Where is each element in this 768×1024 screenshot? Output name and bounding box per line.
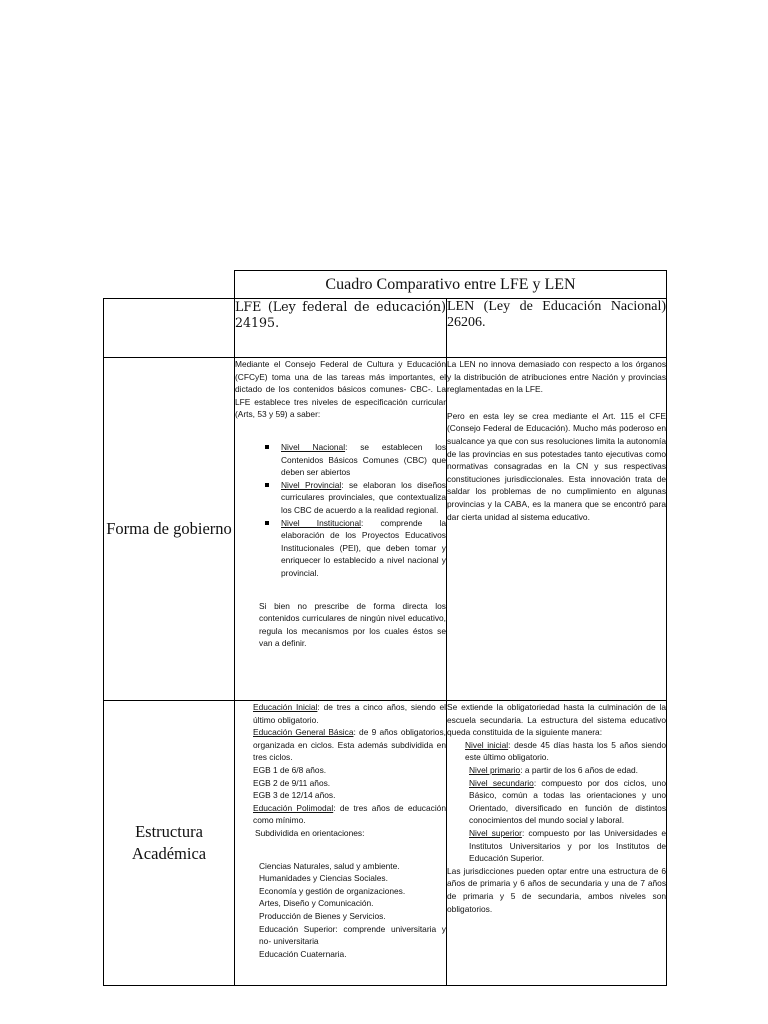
- term: Nivel superior: [469, 827, 522, 838]
- cell-len-estructura: [447, 701, 667, 986]
- comparison-table: [103, 270, 667, 986]
- list-item: [281, 517, 446, 580]
- level-term: Nivel Provincial: [281, 479, 342, 490]
- lfe-inicial: [235, 701, 446, 726]
- lfe-orient-4: Artes, Diseño y Comunicación.: [259, 898, 374, 909]
- len-secundario: [447, 777, 666, 827]
- text: : de tres a cinco años, siendo el último obligatorio.: [253, 702, 446, 725]
- empty-corner: [104, 271, 235, 299]
- lfe-levels-list: [235, 441, 446, 580]
- row-label-forma-gobierno: Forma de gobierno: [104, 358, 235, 701]
- header-len: LEN (Ley de Educación Nacional) 26206.: [447, 299, 667, 358]
- text: : compuesto por dos ciclos, uno Básico, común a todas las orientaciones y uno Orientado, diversificado en función de distintos conocimientos del mundo social y laboral.: [469, 777, 667, 826]
- lfe-orient-1: Ciencias Naturales, salud y ambiente.: [259, 860, 400, 871]
- lfe-orient-3: Economía y gestión de organizaciones.: [259, 885, 406, 896]
- cell-len-forma-gobierno: [447, 358, 667, 701]
- spacer: [235, 840, 446, 860]
- len-paragraph-2: Pero en esta ley se crea mediante el Art. 115 el CFE (Consejo Federal de Educación). Mucho más poderoso en sualcance ya que con sus resoluciones limita la autonomía de las provincias en sus potestades tanto ejecutivas como normativas consagradas en la CN y sus respectivas constituciones jurisdiccionales. Esta innovación trata de saldar los problemas de no cumplimiento en algunas provincias y la CABA, es la manera que se encontró para dar cierta unidad al sistema educativo.: [447, 410, 667, 522]
- term: Nivel inicial: [465, 739, 509, 750]
- lfe-egb: [235, 726, 446, 764]
- term: Educación Polimodal: [253, 802, 334, 813]
- table-title: Cuadro Comparativo entre LFE y LEN: [235, 271, 667, 299]
- lfe-polimodal: [235, 802, 446, 827]
- level-term: Nivel Institucional: [281, 517, 361, 528]
- text: : desde 45 días hasta los 5 años siendo este último obligatorio.: [465, 739, 667, 763]
- level-text: : se establecen los Contenidos Básicos Comunes (CBC) que deben ser abiertos: [281, 441, 447, 478]
- empty-header-cell: [104, 299, 235, 358]
- cell-lfe-forma-gobierno: [235, 358, 447, 701]
- lfe-outro: Si bien no prescribe de forma directa los contenidos curriculares de ningún nivel educativo, regula los mecanismos por los cuales éstos se van a definir.: [259, 600, 446, 649]
- term: Nivel primario: [469, 764, 521, 775]
- text: : a partir de los 6 años de edad.: [520, 764, 638, 775]
- list-item: [281, 479, 446, 517]
- len-superior: [447, 827, 666, 865]
- len-primario: [447, 764, 666, 777]
- lfe-orient-5: Producción de Bienes y Servicios.: [259, 910, 386, 921]
- header-lfe: LFE (Ley federal de educación) 24195.: [235, 299, 447, 358]
- text: : de 9 años obligatorios, organizada en ciclos. Esta además subdividida en tres ciclos.: [253, 727, 446, 763]
- level-text: : comprende la elaboración de los Proyectos Educativos Institucionales (PEI), que deben tomar y enriquecer lo establecido a nivel nacional y provincial.: [281, 517, 446, 578]
- lfe-egb3: EGB 3 de 12/14 años.: [253, 790, 336, 801]
- term: Nivel secundario: [469, 777, 534, 788]
- level-term: Nivel Nacional: [281, 441, 346, 452]
- lfe-intro: Mediante el Consejo Federal de Cultura y Educación (CFCyE) toma una de las tareas más importantes, el dictado de los contenidos básicos comunes- CBC-. La LFE establece tres niveles de especificación curricular (Arts, 53 y 59) a saber:: [235, 359, 446, 420]
- lfe-cuaternaria: Educación Cuaternaria.: [259, 948, 347, 959]
- lfe-subdividida: Subdividida en orientaciones:: [255, 827, 365, 838]
- len-outro: Las jurisdicciones pueden optar entre una estructura de 6 años de primaria y 6 años de secundaria y una de 7 años de primaria y 5 de secundaria, ambos niveles son obligatorios.: [447, 865, 667, 914]
- lfe-egb1: EGB 1 de 6/8 años.: [253, 764, 327, 775]
- len-intro: Se extiende la obligatoriedad hasta la culminación de la escuela secundaria. La estructura del sistema educativo queda constituida de la siguiente manera:: [447, 702, 667, 738]
- len-paragraph-1: La LEN no innova demasiado con respecto a los órganos y la distribución de atribuciones entre Nación y provincias reglamentadas en la LFE.: [447, 359, 667, 395]
- level-text: : se elaboran los diseños curriculares provinciales, que contextualiza los CBC de acuerdo a la realidad regional.: [281, 479, 446, 515]
- len-inicial: [447, 739, 666, 764]
- lfe-egb2: EGB 2 de 9/11 años.: [253, 777, 331, 788]
- list-item: [281, 441, 446, 479]
- row-label-estructura-academica: Estructura Académica: [104, 701, 235, 986]
- term: Educación General Básica: [253, 727, 354, 738]
- cell-lfe-estructura: [235, 701, 447, 986]
- text: : de tres años de educación como mínimo.: [253, 802, 446, 826]
- lfe-superior: Educación Superior: comprende universitaria y no- universitaria: [259, 923, 446, 947]
- text: : compuesto por las Universidades e Institutos Universitarios y por los Institutos de Educación Superior.: [469, 827, 667, 864]
- term: Educación Inicial: [253, 702, 318, 712]
- lfe-orient-2: Humanidades y Ciencias Sociales.: [259, 873, 388, 884]
